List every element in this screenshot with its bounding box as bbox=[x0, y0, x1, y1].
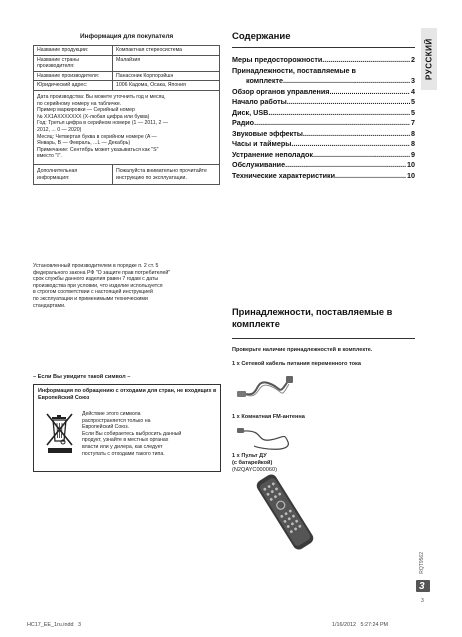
divider bbox=[232, 338, 415, 339]
toc-item[interactable] bbox=[232, 160, 415, 171]
text-line: вместо "I". bbox=[37, 153, 62, 160]
toc-item[interactable] bbox=[232, 76, 415, 87]
table-row bbox=[34, 71, 220, 81]
toc-leader bbox=[283, 76, 410, 87]
text-line: Примечание: Сентябрь может указываться как "S" bbox=[37, 146, 159, 153]
text-line: производства при условии, что изделие используется bbox=[33, 282, 163, 289]
divider bbox=[232, 47, 415, 48]
toc-label: Обслуживание bbox=[232, 160, 286, 169]
service-life-note bbox=[33, 263, 221, 309]
accessories-check-note: Проверьте наличие принадлежностей в комплекте. bbox=[232, 347, 373, 353]
toc-item[interactable] bbox=[232, 139, 415, 150]
toc-leader bbox=[322, 55, 410, 66]
accessory-model: (N2QAYC000060) bbox=[232, 467, 277, 473]
accessory-label: 1 x Пульт ДУ bbox=[232, 453, 267, 459]
toc-item[interactable] bbox=[232, 118, 415, 129]
toc-leader bbox=[303, 129, 410, 140]
text-line: 2012, ... 0 — 2020) bbox=[37, 126, 82, 133]
toc-page: 8 bbox=[411, 139, 415, 148]
footer-file-name: HC17_EE_1ru.indd 3 bbox=[27, 622, 81, 628]
toc-leader bbox=[268, 108, 410, 119]
toc-page: 5 bbox=[411, 107, 415, 117]
toc-label: Обзор органов управления bbox=[232, 86, 330, 96]
toc-item[interactable] bbox=[232, 129, 415, 140]
toc-item[interactable] bbox=[232, 171, 415, 182]
toc-label: Принадлежности, поставляемые в bbox=[232, 65, 356, 75]
text-line: стандартами. bbox=[33, 302, 66, 309]
toc-label: Меры предосторожности bbox=[232, 55, 323, 64]
row-key: Юридический адрес: bbox=[34, 81, 113, 91]
disposal-box bbox=[33, 384, 221, 472]
toc-item[interactable] bbox=[232, 97, 415, 108]
ac-power-cord-icon bbox=[234, 371, 298, 410]
text-line: по эксплуатации и применимыми техническими bbox=[33, 295, 148, 302]
toc-label: Устранение неполадок bbox=[232, 149, 314, 159]
text-line: в строгом соответствии с настоящей инструкцией bbox=[33, 289, 153, 296]
row-key: Дополнительная информация: bbox=[34, 164, 113, 184]
toc-page: 5 bbox=[411, 97, 415, 106]
toc-label: комплекте bbox=[246, 76, 284, 85]
row-value: Пожалуйста внимательно прочитайте инструкцию по эксплуатации. bbox=[113, 164, 220, 184]
text-line: федерального закона РФ "О защите прав потребителей" bbox=[33, 269, 171, 276]
toc-page: 2 bbox=[411, 55, 415, 64]
row-value: 1006 Кадома, Осака, Япония bbox=[113, 81, 220, 91]
toc-leader bbox=[285, 160, 406, 171]
document-code: RQT9562 bbox=[419, 552, 425, 574]
text-line: поступать с отходами такого типа. bbox=[82, 450, 165, 457]
text-line: Год: Третья цифра в серийном номере (1 — 2011, 2 — bbox=[37, 120, 169, 127]
remote-control-icon bbox=[252, 470, 318, 559]
toc-leader bbox=[291, 139, 410, 150]
toc-leader bbox=[330, 87, 411, 98]
toc-page: 7 bbox=[411, 118, 415, 127]
table-row bbox=[34, 164, 220, 184]
page-number: 3 bbox=[419, 581, 425, 592]
toc-page: 10 bbox=[407, 170, 415, 180]
table-row bbox=[34, 46, 220, 56]
text-line: срок службы данного изделия равен 7 годам с даты bbox=[33, 276, 159, 283]
accessory-label: (с батарейкой) bbox=[232, 460, 273, 466]
text-line: Европейский Союз. bbox=[82, 424, 130, 431]
text-line: Дата производства: Вы можете уточнить год и месяц bbox=[37, 93, 165, 100]
toc-label: Часы и таймеры bbox=[232, 139, 292, 148]
toc-item[interactable] bbox=[232, 150, 415, 161]
toc-item[interactable] bbox=[232, 87, 415, 98]
text-line: № XX1AXXXXXXX (X-любая цифра или буква) bbox=[37, 113, 150, 120]
text-line: власти или у дилера, как следует bbox=[82, 443, 163, 450]
text-line: по серийному номеру на табличке. bbox=[37, 100, 122, 107]
contents-title: Содержание bbox=[232, 31, 291, 42]
text-line: распространяется только на bbox=[82, 417, 151, 424]
toc-page: 10 bbox=[407, 160, 415, 169]
row-key: Название производителя: bbox=[34, 71, 113, 81]
purchaser-info-table bbox=[33, 45, 220, 185]
toc-item[interactable] bbox=[232, 66, 415, 77]
text-line: Месяц: Четвертая буква в серийном номере (A — bbox=[37, 133, 157, 140]
toc-label: Звуковые эффекты bbox=[232, 128, 303, 138]
toc-leader bbox=[254, 118, 410, 129]
toc-label: Начало работы bbox=[232, 97, 287, 106]
toc-leader bbox=[313, 150, 410, 161]
toc-label: Диск, USB bbox=[232, 107, 269, 117]
text-line: продукт, узнайте в местных органах bbox=[82, 437, 169, 444]
row-value: Компактная стереосистема bbox=[113, 46, 220, 56]
text-line: Если Вы собираетесь выбросить данный bbox=[82, 430, 182, 437]
table-row bbox=[34, 55, 220, 71]
table-row bbox=[34, 90, 220, 164]
toc-item[interactable] bbox=[232, 108, 415, 119]
toc-page: 9 bbox=[411, 149, 415, 159]
text-line: Январь, B — Февраль, ...L — Декабрь) bbox=[37, 140, 131, 147]
accessory-item bbox=[232, 414, 305, 421]
toc-leader bbox=[335, 171, 406, 182]
toc-page: 8 bbox=[411, 128, 415, 138]
footer-timestamp: 1/16/2012 5:27:24 PM bbox=[332, 622, 389, 628]
text-line: Пример маркировки — Серийный номер bbox=[37, 107, 135, 114]
table-of-contents bbox=[232, 55, 415, 181]
toc-leader bbox=[287, 97, 410, 108]
text-line: Действие этого символа bbox=[82, 411, 141, 417]
disposal-box-body bbox=[82, 411, 218, 457]
disposal-heading: – Если Вы увидите такой символ – bbox=[33, 374, 131, 380]
row-key: Название страны производителя: bbox=[34, 55, 113, 71]
row-value: Панасоник Корпорэйшн bbox=[113, 71, 220, 81]
accessory-label: 1 x Сетевой кабель питания переменного тока bbox=[232, 361, 361, 367]
page-number-small: 3 bbox=[421, 598, 424, 604]
toc-page: 3 bbox=[411, 76, 415, 85]
text-line: Установленный производителем в порядке п. 2 ст. 5 bbox=[33, 263, 159, 269]
toc-label: Радио bbox=[232, 118, 255, 127]
purchaser-info-title: Информация для покупателя bbox=[80, 33, 174, 40]
disposal-box-title: Информация по обращению с отходами для стран, не входящих в Европейский Союз bbox=[38, 388, 217, 401]
toc-item[interactable] bbox=[232, 55, 415, 66]
accessories-title: Принадлежности, поставляемые в комплекте bbox=[232, 307, 393, 329]
row-key: Название продукции: bbox=[34, 46, 113, 56]
accessory-item bbox=[232, 361, 361, 368]
production-date-cell bbox=[34, 90, 220, 164]
crossed-out-bin-icon bbox=[42, 411, 78, 460]
language-tab: РУССКИЙ bbox=[424, 38, 434, 80]
row-value: Малайзия bbox=[113, 55, 220, 71]
toc-label: Технические характеристики bbox=[232, 170, 336, 180]
table-row bbox=[34, 81, 220, 91]
accessory-label: 1 x Комнатная FM-антенна bbox=[232, 414, 305, 420]
toc-page: 4 bbox=[411, 86, 415, 96]
